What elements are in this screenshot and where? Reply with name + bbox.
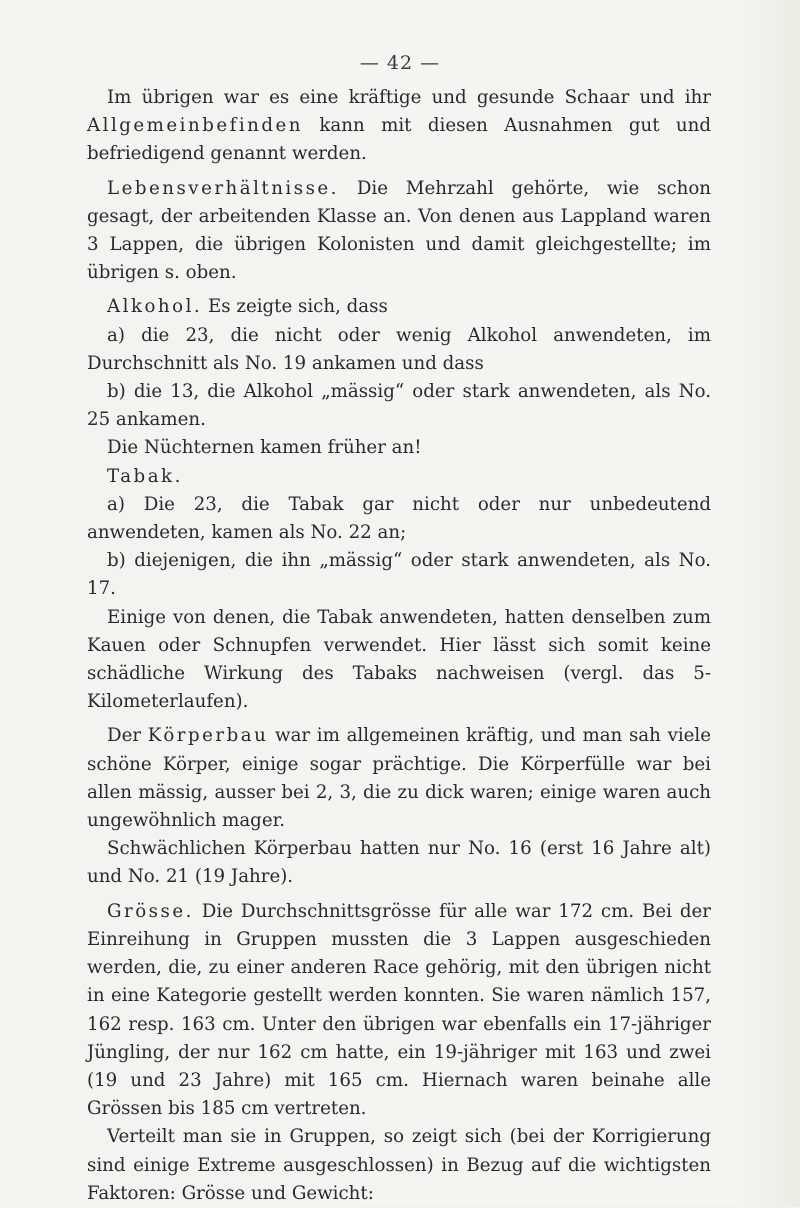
paragraph-alkohol — [87, 293, 711, 321]
paragraph-tabak-a: a) Die 23, die Tabak gar nicht oder nur unbedeutend anwendeten, kamen als No. 22 an; — [87, 493, 711, 544]
paragraph-text: Die Mehrzahl gehörte, wie schon gesagt, der arbeitenden Klasse an. Von denen aus Lappland waren 3 Lappen, die übrigen Kolonisten und damit gleichgestellte; im übrigen s. oben. — [87, 177, 711, 284]
page-number: — 42 — — [359, 52, 441, 74]
paragraph-text: Es zeigte sich, dass — [202, 296, 388, 318]
paragraph-text: Im übrigen war es eine kräftige und gesunde Schaar und ihr — [107, 87, 711, 108]
paragraph-groesse — [87, 898, 711, 1124]
body-text — [87, 84, 711, 1208]
paragraph-schwaechlich: Schwächlichen Körperbau hatten nur No. 16 (erst 16 Jahre alt) und No. 21 (19 Jahre). — [87, 838, 711, 888]
spaced-heading: Körperbau — [147, 725, 269, 747]
paragraph-text: Die Durchschnittsgrösse für alle war 172 cm. Bei der Einreihung in Gruppen mussten die 3 Lappen ausgeschieden werden, die, zu einer anderen Race gehörig, mit den übrigen nicht in eine Kategorie gestellt werden konnten. Sie waren nämlich 157, 162 resp. 163 cm. Unter den übrigen war ebenfalls ein 17-jähriger Jüngling, der nur 162 cm hatte, ein 19-jähriger mit 163 und zwei (19 und 23 Jahre) mit 165 cm. Hiernach waren beinahe alle Grössen bis 185 cm vertreten. — [87, 900, 711, 1120]
paragraph-allgemeinbefinden — [87, 84, 711, 169]
paragraph-lebensverhaeltnisse — [87, 175, 711, 288]
paragraph-alkohol-a: a) die 23, die nicht oder wenig Alkohol anwendeten, im Durchschnitt als No. 19 ankamen und dass — [87, 324, 711, 374]
spaced-heading: Lebensverhältnisse. — [107, 177, 339, 199]
paragraph-verteilt: Verteilt man sie in Gruppen, so zeigt sich (bei der Korrigierung sind einige Extreme ausgeschlossen) in Bezug auf die wichtigsten Faktoren: Grösse und Gewicht: — [87, 1126, 711, 1204]
paragraph-text: kann mit diesen Ausnahmen gut und befriedigend genannt werden. — [87, 115, 711, 165]
paragraph-tabak-heading — [87, 463, 711, 491]
paragraph-text: Der — [107, 725, 148, 747]
paragraph-koerperbau — [87, 722, 711, 835]
paragraph-alkohol-b: b) die 13, die Alkohol „mässig“ oder stark anwendeten, als No. 25 ankamen. — [87, 381, 711, 431]
spaced-heading: Tabak. — [107, 465, 183, 487]
spaced-heading: Grösse. — [107, 900, 194, 922]
spaced-heading: Alkohol. — [107, 296, 203, 318]
spaced-heading: Allgemeinbefinden — [87, 115, 304, 137]
paragraph-text: war im allgemeinen kräftig, und man sah viele schöne Körper, einige sogar prächtige. Die Körperfülle war bei allen mässig, ausser bei 2, 3, die zu dick waren; einige waren auch ungewöhnlich mager. — [87, 725, 711, 832]
paragraph-tabak-b: b) diejenigen, die ihn „mässig“ oder stark anwendeten, als No. 17. — [87, 550, 711, 600]
paragraph-nuechternen: Die Nüchternen kamen früher an! — [107, 437, 422, 459]
paragraph-tabak-einige: Einige von denen, die Tabak anwendeten, hatten denselben zum Kauen oder Schnupfen verwendet. Hier lässt sich somit keine schädliche Wirkung des Tabaks nachweisen (vergl. das 5-Kilometerlaufen). — [87, 606, 711, 713]
